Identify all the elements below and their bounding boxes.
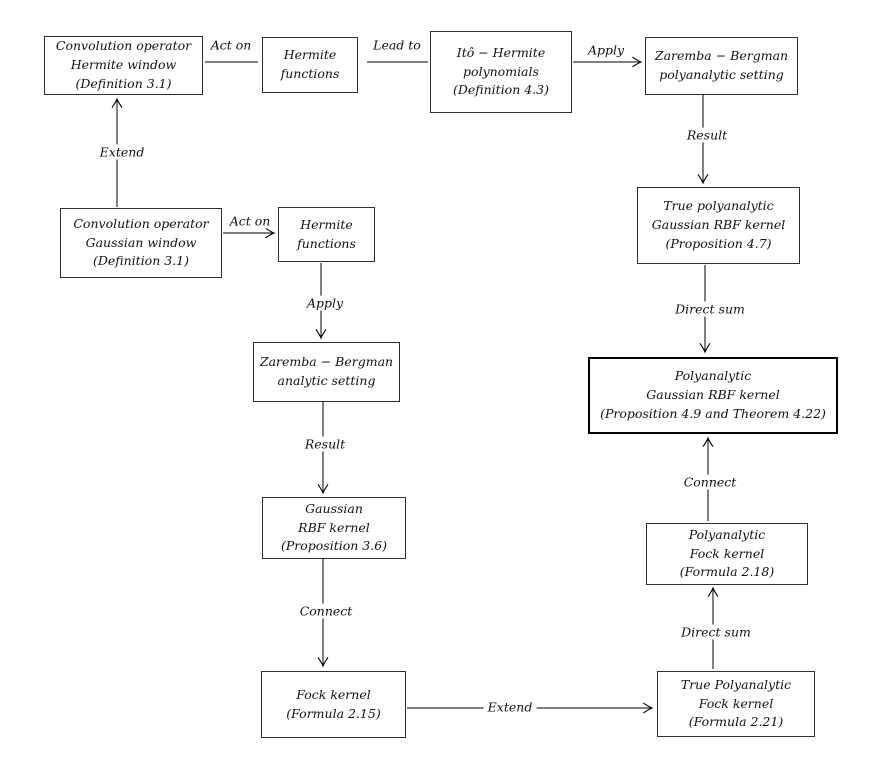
edge-label-extend-left: Extend [96, 145, 149, 160]
node-line: Hermite window [70, 57, 177, 73]
node-line: (Definition 3.1) [75, 75, 172, 91]
node-line: (Proposition 3.6) [280, 538, 388, 554]
edge-label-lead-to: Lead to [369, 38, 425, 53]
edge-label-act-on-mid: Act on [226, 214, 275, 229]
edge-label-result-right: Result [683, 128, 731, 143]
node-line: Fock kernel [296, 686, 371, 702]
node-line: (Formula 2.21) [688, 714, 784, 730]
node-line: (Proposition 4.9 and Theorem 4.22) [600, 405, 826, 421]
node-line: Polyanalytic [688, 526, 766, 542]
node-line: Fock kernel [689, 545, 765, 561]
edge-label-apply-top: Apply [584, 43, 628, 58]
node-true-polyanalytic-gaussian-rbf [637, 187, 800, 264]
node-line: Itô − Hermite [456, 44, 546, 60]
node-line: Polyanalytic [674, 368, 752, 384]
node-line: Convolution operator [55, 38, 192, 54]
node-line: polynomials [463, 63, 539, 79]
node-polyanalytic-gaussian-rbf [588, 357, 838, 434]
edge-label-connect-right: Connect [680, 475, 741, 490]
node-line: True polyanalytic [663, 198, 774, 214]
node-line: Gaussian RBF kernel [651, 217, 786, 233]
node-line: (Formula 2.15) [286, 705, 381, 721]
edge-label-direct-sum-upper: Direct sum [671, 302, 749, 317]
node-ito-hermite-polynomials [430, 31, 572, 113]
node-line: (Definition 4.3) [452, 82, 549, 98]
node-line: Convolution operator [73, 215, 209, 231]
node-line: Zaremba − Bergman [654, 48, 789, 64]
edge-label-extend-bottom: Extend [484, 700, 537, 715]
node-true-polyanalytic-fock-kernel [657, 671, 815, 737]
edge-label-result-mid: Result [301, 437, 349, 452]
node-hermite-functions-mid [278, 207, 375, 262]
node-zaremba-bergman-polyanalytic [645, 37, 798, 95]
node-line: Gaussian RBF kernel [646, 387, 780, 403]
node-line: functions [280, 66, 340, 81]
node-line: (Formula 2.18) [679, 564, 775, 580]
node-line: Hermite [300, 216, 353, 232]
node-line: analytic setting [277, 373, 376, 388]
edge-label-act-on-top: Act on [207, 38, 256, 53]
node-zaremba-bergman-analytic [253, 342, 400, 402]
edge-label-direct-sum-lower: Direct sum [677, 625, 755, 640]
node-line: Gaussian window [85, 234, 197, 250]
node-line: True Polyanalytic [680, 676, 792, 692]
node-line: polyanalytic setting [659, 67, 784, 82]
node-line: functions [297, 235, 356, 251]
node-hermite-functions-top [262, 37, 358, 93]
node-fock-kernel [261, 671, 406, 738]
node-line: Zaremba − Bergman [259, 354, 394, 370]
node-line: Hermite [283, 47, 337, 63]
node-gaussian-rbf-kernel [262, 497, 406, 559]
node-line: Fock kernel [698, 695, 774, 711]
edge-label-apply-mid: Apply [303, 296, 347, 311]
node-line: (Proposition 4.7) [665, 235, 772, 251]
node-line: RBF kernel [298, 519, 370, 535]
node-line: (Definition 3.1) [92, 253, 189, 269]
node-line: Gaussian [305, 500, 363, 516]
node-convolution-gaussian-window [60, 208, 222, 278]
node-polyanalytic-fock-kernel [646, 523, 808, 585]
edge-label-connect-mid: Connect [296, 604, 357, 619]
node-convolution-hermite-window [44, 36, 203, 95]
